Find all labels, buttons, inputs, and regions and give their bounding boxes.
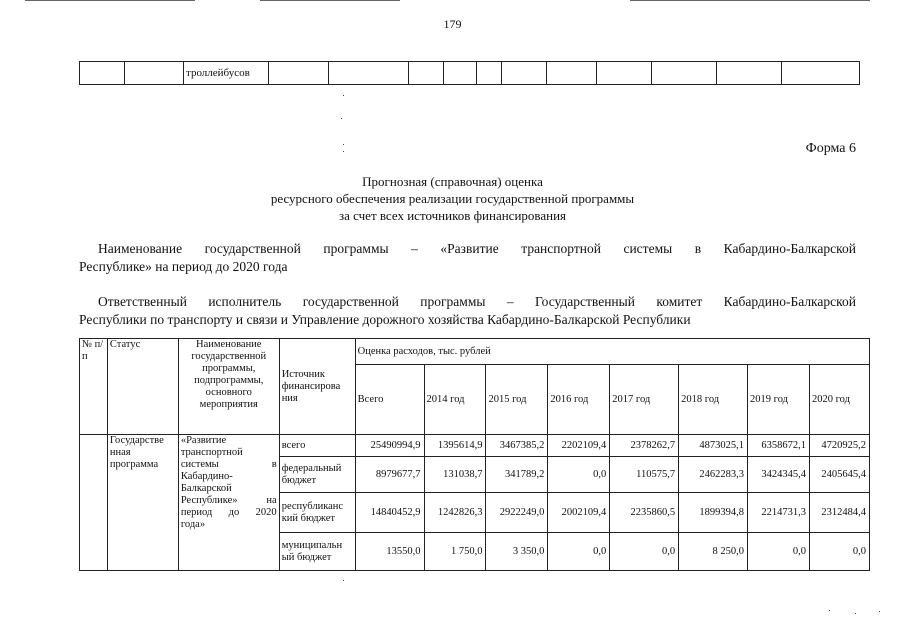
value-cell: 25490994,9 — [355, 435, 424, 457]
header-year-2014: 2014 год — [424, 365, 486, 435]
top-rule-right — [630, 0, 870, 1]
executor-line-2: Республики по транспорту и связи и Управление дорожного хозяйства Кабардино-Балкарской Республики — [79, 312, 691, 327]
header-year-2019: 2019 год — [748, 365, 810, 435]
value-cell: 4720925,2 — [809, 435, 869, 457]
value-cell: 1242826,3 — [424, 493, 486, 533]
title-line-3: за счет всех источников финансирования — [338, 208, 567, 223]
header-estimate: Оценка расходов, тыс. рублей — [355, 339, 869, 365]
top-rule-mid — [260, 0, 400, 1]
header-year-2015: 2015 год — [486, 365, 548, 435]
form-label: Форма 6 — [805, 141, 856, 156]
value-cell: 0,0 — [548, 533, 610, 571]
value-cell: 0,0 — [748, 533, 810, 571]
value-cell: 2405645,4 — [809, 457, 869, 493]
header-year-2017: 2017 год — [610, 365, 679, 435]
value-cell: 131038,7 — [424, 457, 486, 493]
resource-estimate-table — [79, 338, 870, 571]
header-year-2018: 2018 год — [679, 365, 748, 435]
page-number: 179 — [443, 17, 462, 31]
value-cell: 1899394,8 — [679, 493, 748, 533]
header-status: Статус — [107, 339, 178, 435]
trolleybus-cell: троллейбусов — [184, 62, 269, 85]
value-cell: 2378262,7 — [610, 435, 679, 457]
program-name-paragraph — [79, 240, 856, 276]
value-cell: 2462283,3 — [679, 457, 748, 493]
header-source: Источник финансирова ния — [279, 339, 355, 435]
value-cell: 0,0 — [610, 533, 679, 571]
value-cell: 8979677,7 — [355, 457, 424, 493]
value-cell: 2922249,0 — [486, 493, 548, 533]
value-cell: 3424345,4 — [748, 457, 810, 493]
value-cell: 3 350,0 — [486, 533, 548, 571]
value-cell: 4873025,1 — [679, 435, 748, 457]
value-cell: 13550,0 — [355, 533, 424, 571]
header-total: Всего — [355, 365, 424, 435]
table-row — [80, 435, 870, 457]
title-line-2: ресурсного обеспечения реализации государственной программы — [270, 191, 635, 206]
executor-line-1: Ответственный исполнитель государственной программы – Государственный комитет Кабардино-Балкарской — [98, 294, 856, 309]
header-year-2016: 2016 год — [548, 365, 610, 435]
value-cell: 2312484,4 — [809, 493, 869, 533]
value-cell: 6358672,1 — [748, 435, 810, 457]
header-year-2020: 2020 год — [809, 365, 869, 435]
title-line-1: Прогнозная (справочная) оценка — [362, 174, 543, 189]
top-rule-left — [25, 0, 195, 1]
value-cell: 14840452,9 — [355, 493, 424, 533]
value-cell: 2214731,3 — [748, 493, 810, 533]
executor-paragraph — [79, 293, 856, 329]
header-num: № п/п — [80, 339, 108, 435]
status-cell: Государстве нная программа — [107, 435, 178, 571]
value-cell: 2235860,5 — [610, 493, 679, 533]
value-cell: 1 750,0 — [424, 533, 486, 571]
value-cell: 8 250,0 — [679, 533, 748, 571]
source-cell: республиканс кий бюджет — [279, 493, 355, 533]
value-cell: 1395614,9 — [424, 435, 486, 457]
source-cell: муниципальн ый бюджет — [279, 533, 355, 571]
value-cell: 0,0 — [548, 457, 610, 493]
source-cell: федеральный бюджет — [279, 457, 355, 493]
value-cell: 2202109,4 — [548, 435, 610, 457]
header-name: Наименование государственной программы, подпрограммы, основного мероприятия — [178, 339, 279, 435]
value-cell: 110575,7 — [610, 457, 679, 493]
program-cell: «Развитие транспортной системы в Кабардино- Балкарской Республике» на период до 2020 года» — [178, 435, 279, 571]
value-cell: 0,0 — [809, 533, 869, 571]
continued-table-fragment — [79, 61, 860, 85]
source-cell: всего — [279, 435, 355, 457]
value-cell: 2002109,4 — [548, 493, 610, 533]
document-title — [0, 173, 905, 224]
value-cell: 341789,2 — [486, 457, 548, 493]
program-name-line-2: Республике» на период до 2020 года — [79, 259, 288, 274]
value-cell: 3467385,2 — [486, 435, 548, 457]
program-name-line-1: Наименование государственной программы – «Развитие транспортной системы в Кабардино-Балкарской — [98, 241, 856, 256]
